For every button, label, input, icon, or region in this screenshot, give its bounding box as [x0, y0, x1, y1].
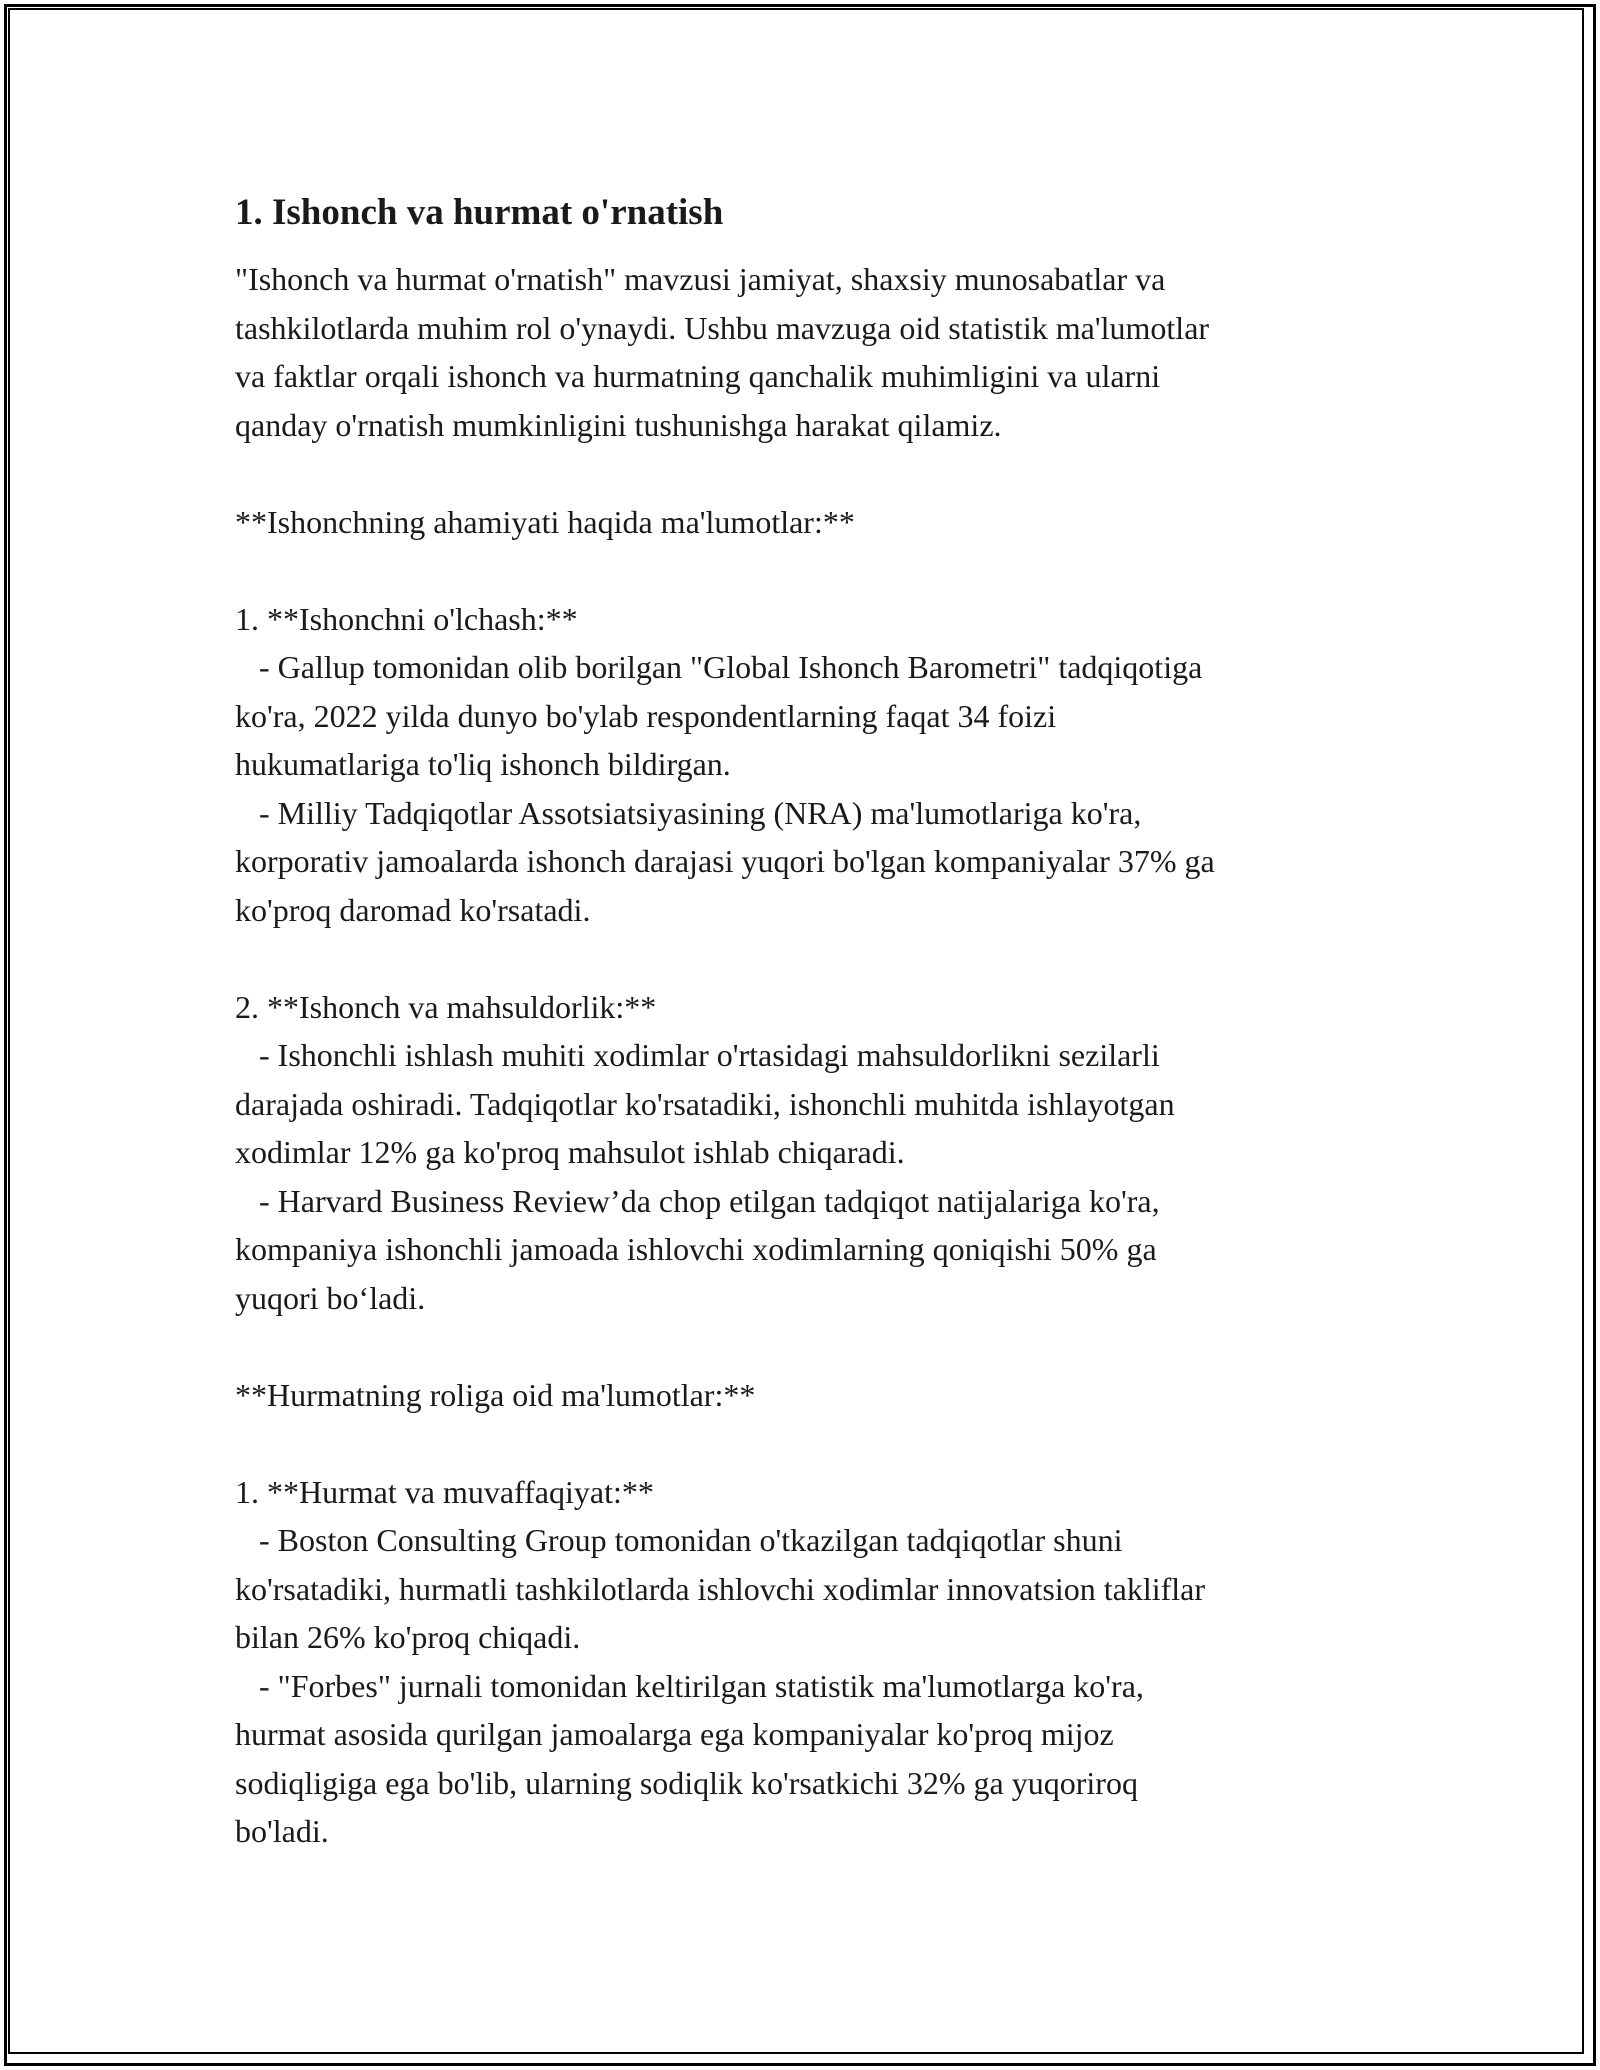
- text-line: **Ishonchning ahamiyati haqida ma'lumotlar:**: [235, 503, 855, 540]
- text-line: sodiqligiga ega bo'lib, ularning sodiqlik ko'rsatkichi 32% ga yuqoriroq: [235, 1764, 1138, 1801]
- text-line: - Milliy Tadqiqotlar Assotsiatsiyasining (NRA) ma'lumotlariga ko'ra,: [235, 794, 1142, 831]
- text-line: 2. **Ishonch va mahsuldorlik:**: [235, 988, 657, 1025]
- text-line: qanday o'rnatish mumkinligini tushunishga harakat qilamiz.: [235, 406, 1002, 443]
- text-line: bo'ladi.: [235, 1813, 329, 1849]
- blank-line: [235, 449, 1365, 498]
- text-line: - "Forbes" jurnali tomonidan keltirilgan statistik ma'lumotlarga ko'ra,: [235, 1667, 1144, 1704]
- text-line: hurmat asosida qurilgan jamoalarga ega kompaniyalar ko'proq mijoz: [235, 1716, 1114, 1752]
- text-line: ko'rsatadiki, hurmatli tashkilotlarda ishlovchi xodimlar innovatsion takliflar: [235, 1570, 1206, 1607]
- text-line: yuqori bo‘ladi.: [235, 1279, 426, 1316]
- blank-line: [235, 1322, 1365, 1371]
- blank-line: [235, 546, 1365, 595]
- text-line: darajada oshiradi. Tadqiqotlar ko'rsatadiki, ishonchli muhitda ishlayotgan: [235, 1085, 1175, 1122]
- text-line: 1. **Ishonchni o'lchash:**: [235, 600, 578, 637]
- text-line: kompaniya ishonchli jamoada ishlovchi xodimlarning qoniqishi 50% ga: [235, 1231, 1157, 1267]
- document-text: [235, 255, 1365, 1856]
- text-line: - Boston Consulting Group tomonidan o'tkazilgan tadqiqotlar shuni: [235, 1522, 1123, 1558]
- text-line: tashkilotlarda muhim rol o'ynaydi. Ushbu mavzuga oid statistik ma'lumotlar: [235, 309, 1210, 346]
- text-line: va faktlar orqali ishonch va hurmatning qanchalik muhimligini va ularni: [235, 358, 1161, 394]
- text-line: - Gallup tomonidan olib borilgan "Global Ishonch Barometri" tadqiqotiga: [235, 649, 1203, 685]
- text-line: xodimlar 12% ga ko'proq mahsulot ishlab chiqaradi.: [235, 1134, 905, 1170]
- text-line: ko'proq daromad ko'rsatadi.: [235, 891, 591, 928]
- text-line: "Ishonch va hurmat o'rnatish" mavzusi jamiyat, shaxsiy munosabatlar va: [235, 261, 1166, 297]
- text-line: ko'ra, 2022 yilda dunyo bo'ylab respondentlarning faqat 34 foizi: [235, 697, 1057, 734]
- text-line: hukumatlariga to'liq ishonch bildirgan.: [235, 746, 731, 782]
- text-line: **Hurmatning roliga oid ma'lumotlar:**: [235, 1376, 756, 1413]
- text-line: - Ishonchli ishlash muhiti xodimlar o'rtasidagi mahsuldorlikni sezilarli: [235, 1037, 1160, 1073]
- text-line: bilan 26% ko'proq chiqadi.: [235, 1619, 581, 1655]
- blank-line: [235, 934, 1365, 983]
- text-line: 1. **Hurmat va muvaffaqiyat:**: [235, 1473, 654, 1510]
- text-line: - Harvard Business Review’da chop etilgan tadqiqot natijalariga ko'ra,: [235, 1182, 1160, 1219]
- document-title: 1. Ishonch va hurmat o'rnatish: [235, 192, 724, 233]
- blank-line: [235, 1419, 1365, 1468]
- document-body: [235, 185, 1365, 1856]
- text-line: korporativ jamoalarda ishonch darajasi yuqori bo'lgan kompaniyalar 37% ga: [235, 843, 1215, 879]
